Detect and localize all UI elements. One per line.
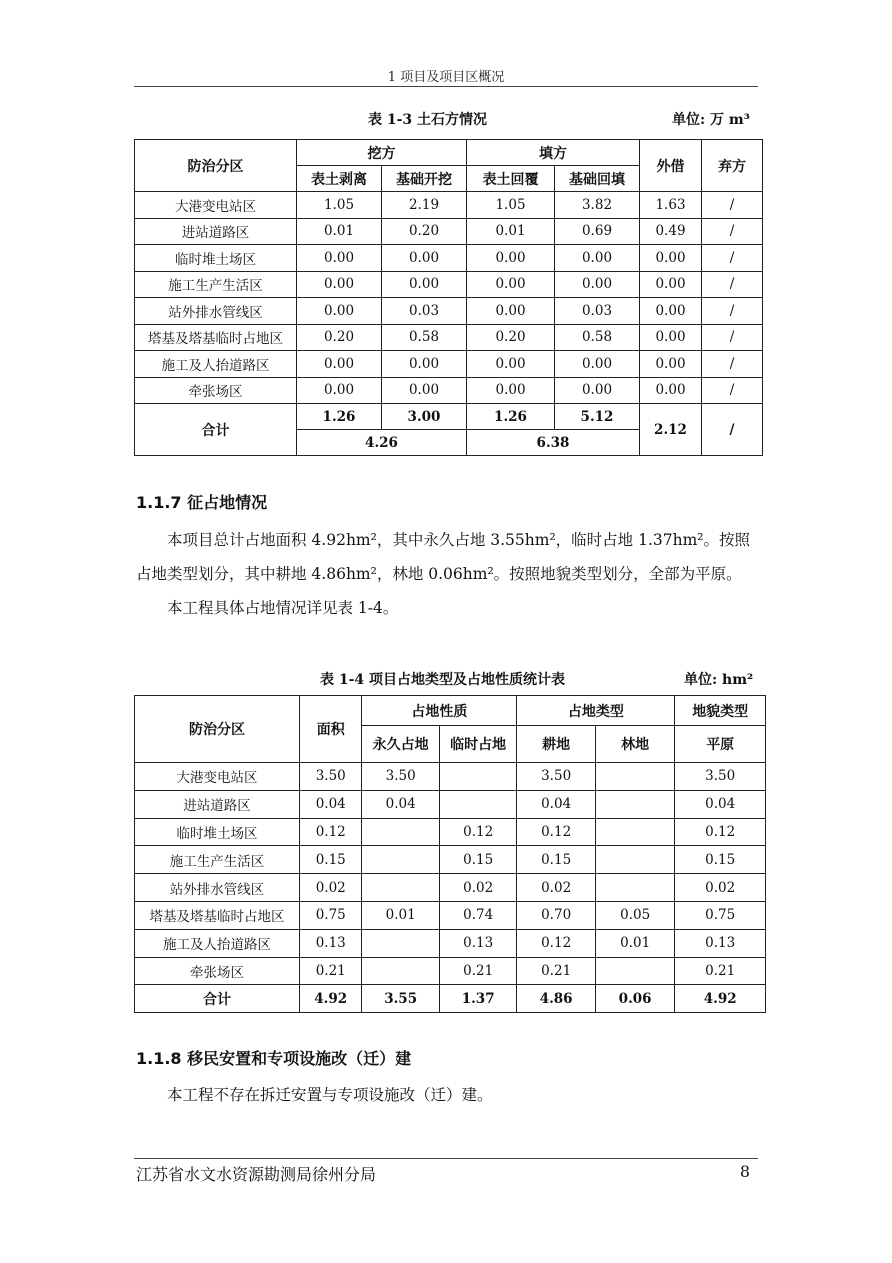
cell: 施工及人抬道路区: [135, 351, 297, 378]
cell: 施工及人抬道路区: [135, 929, 300, 957]
cell: 0.00: [640, 298, 702, 325]
cell: 0.04: [362, 790, 439, 818]
section-1-1-7-body: [136, 523, 760, 625]
cell: 0.49: [640, 218, 702, 245]
section-1-1-8-body: [136, 1078, 760, 1112]
cell: 大港变电站区: [135, 192, 297, 219]
cell: 4.86: [517, 985, 595, 1013]
cell: [595, 818, 675, 846]
cell: 0.00: [467, 351, 555, 378]
cell: 0.21: [517, 957, 595, 985]
table-row: [135, 218, 763, 245]
cell: 0.15: [300, 846, 362, 874]
header-topsoil-stripping: 表土剥离: [297, 166, 382, 192]
cell: 0.01: [595, 929, 675, 957]
cell: /: [702, 245, 763, 272]
cell: 0.00: [382, 377, 467, 404]
cell: 4.92: [675, 985, 766, 1013]
footer-organization: 江苏省水文水资源勘测局徐州分局: [136, 1165, 377, 1184]
table-1-3-unit: 单位: 万 m³: [672, 112, 750, 128]
cell: 0.21: [675, 957, 766, 985]
cell: 0.00: [640, 245, 702, 272]
header-forest: 林地: [595, 726, 675, 763]
table-row: [135, 763, 766, 791]
cell: [439, 790, 516, 818]
cell: 0.00: [467, 377, 555, 404]
header-foundation-backfill: 基础回填: [555, 166, 640, 192]
cell: 0.00: [297, 377, 382, 404]
cell: 塔基及塔基临时占地区: [135, 324, 297, 351]
cell: 进站道路区: [135, 790, 300, 818]
cell: 0.00: [297, 351, 382, 378]
cell: /: [702, 192, 763, 219]
cell: 0.00: [555, 245, 640, 272]
cell: /: [702, 404, 763, 456]
cell: /: [702, 324, 763, 351]
cell: 0.69: [555, 218, 640, 245]
cell: 0.00: [297, 245, 382, 272]
header-foundation-excavation: 基础开挖: [382, 166, 467, 192]
cell: 0.13: [675, 929, 766, 957]
cell: 0.74: [439, 901, 516, 929]
table-1-4-caption: 表 1-4 项目占地类型及占地性质统计表: [320, 672, 566, 688]
cell: /: [702, 218, 763, 245]
header-rule: [134, 86, 758, 87]
cell: [595, 790, 675, 818]
header-permanent: 永久占地: [362, 726, 439, 763]
table-row: [135, 377, 763, 404]
cell: 0.03: [382, 298, 467, 325]
cell: 0.04: [675, 790, 766, 818]
cell: 0.00: [382, 245, 467, 272]
cell: 0.00: [467, 245, 555, 272]
cell: 0.05: [595, 901, 675, 929]
cell: 0.13: [439, 929, 516, 957]
header-landform: 地貌类型: [675, 696, 766, 726]
cell: 0.75: [300, 901, 362, 929]
cell: 0.02: [675, 874, 766, 902]
cell: 2.12: [640, 404, 702, 456]
table-row: [135, 901, 766, 929]
cell: [439, 763, 516, 791]
cell: 1.05: [467, 192, 555, 219]
table-row: [135, 790, 766, 818]
section-1-1-7-title: 1.1.7 征占地情况: [136, 493, 268, 512]
total-row: [135, 985, 766, 1013]
cell: 0.01: [467, 218, 555, 245]
excavation-sum: 4.26: [297, 430, 467, 456]
cell: 牵张场区: [135, 377, 297, 404]
footer-rule: [134, 1158, 758, 1159]
cell: 0.12: [675, 818, 766, 846]
cell: 0.00: [555, 377, 640, 404]
running-header: 1 项目及项目区概况: [387, 70, 505, 85]
cell: 0.00: [382, 271, 467, 298]
cell: 0.70: [517, 901, 595, 929]
cell: 0.02: [517, 874, 595, 902]
cell: 0.01: [362, 901, 439, 929]
table-row: [135, 271, 763, 298]
cell: 0.12: [517, 818, 595, 846]
cell: 2.19: [382, 192, 467, 219]
table-row: [135, 874, 766, 902]
table-row: [135, 929, 766, 957]
cell: 0.04: [300, 790, 362, 818]
page-number: 8: [739, 1162, 750, 1181]
cell: 0.00: [640, 324, 702, 351]
cell: [595, 763, 675, 791]
table-row: [135, 846, 766, 874]
table-row: [135, 245, 763, 272]
cell: 0.12: [300, 818, 362, 846]
header-excavation: 挖方: [297, 140, 467, 166]
header-farmland: 耕地: [517, 726, 595, 763]
cell: 0.00: [297, 298, 382, 325]
table-1-4-unit: 单位: hm²: [684, 672, 754, 688]
cell: [362, 846, 439, 874]
cell: 牵张场区: [135, 957, 300, 985]
cell: 站外排水管线区: [135, 298, 297, 325]
table-row: [135, 351, 763, 378]
cell: 1.26: [297, 404, 382, 430]
cell: 0.12: [439, 818, 516, 846]
cell: 塔基及塔基临时占地区: [135, 901, 300, 929]
total-label: 合计: [135, 985, 300, 1013]
cell: 大港变电站区: [135, 763, 300, 791]
cell: 站外排水管线区: [135, 874, 300, 902]
table-row: [135, 324, 763, 351]
cell: [595, 846, 675, 874]
cell: 3.55: [362, 985, 439, 1013]
header-zone: 防治分区: [135, 140, 297, 192]
cell: 施工生产生活区: [135, 271, 297, 298]
cell: 3.50: [517, 763, 595, 791]
cell: 4.92: [300, 985, 362, 1013]
cell: 0.00: [555, 351, 640, 378]
cell: [362, 929, 439, 957]
cell: 0.00: [640, 351, 702, 378]
land-use-table: [134, 695, 766, 1013]
cell: 0.13: [300, 929, 362, 957]
cell: 0.20: [297, 324, 382, 351]
cell: 0.00: [555, 271, 640, 298]
table-row: [135, 192, 763, 219]
cell: 0.21: [300, 957, 362, 985]
paragraph: 本工程不存在拆迁安置与专项设施改（迁）建。: [167, 1086, 493, 1104]
header-topsoil-backcover: 表土回覆: [467, 166, 555, 192]
header-occupation-nature: 占地性质: [362, 696, 517, 726]
total-row: [135, 404, 763, 430]
cell: 0.01: [297, 218, 382, 245]
fill-sum: 6.38: [467, 430, 640, 456]
cell: /: [702, 351, 763, 378]
cell: 0.58: [555, 324, 640, 351]
cell: 1.37: [439, 985, 516, 1013]
cell: /: [702, 298, 763, 325]
cell: 3.50: [300, 763, 362, 791]
cell: 0.03: [555, 298, 640, 325]
header-spoil: 弃方: [702, 140, 763, 192]
cell: 3.82: [555, 192, 640, 219]
cell: 0.15: [517, 846, 595, 874]
cell: 1.63: [640, 192, 702, 219]
cell: 0.00: [640, 377, 702, 404]
cell: 1.26: [467, 404, 555, 430]
table-row: [135, 298, 763, 325]
cell: /: [702, 271, 763, 298]
cell: 0.75: [675, 901, 766, 929]
cell: 临时堆土场区: [135, 245, 297, 272]
section-1-1-8-title: 1.1.8 移民安置和专项设施改（迁）建: [136, 1049, 412, 1068]
earthwork-table: [134, 139, 763, 456]
header-borrow: 外借: [640, 140, 702, 192]
cell: 5.12: [555, 404, 640, 430]
header-land-type: 占地类型: [517, 696, 675, 726]
cell: [595, 874, 675, 902]
cell: [595, 957, 675, 985]
cell: 0.00: [467, 298, 555, 325]
cell: 进站道路区: [135, 218, 297, 245]
cell: 0.02: [439, 874, 516, 902]
table-row: [135, 818, 766, 846]
header-plain: 平原: [675, 726, 766, 763]
paragraph: 本项目总计占地面积 4.92hm²，其中永久占地 3.55hm²，临时占地 1.37hm²。按照占地类型划分，其中耕地 4.86hm²，林地 0.06hm²。按照地貌类型划分，全部为平原。: [136, 531, 751, 583]
cell: 0.00: [640, 271, 702, 298]
cell: 1.05: [297, 192, 382, 219]
cell: 3.00: [382, 404, 467, 430]
cell: 0.00: [467, 271, 555, 298]
cell: 0.06: [595, 985, 675, 1013]
cell: 0.00: [297, 271, 382, 298]
cell: 0.12: [517, 929, 595, 957]
cell: [362, 957, 439, 985]
header-area: 面积: [300, 696, 362, 763]
cell: 0.00: [382, 351, 467, 378]
header-temporary: 临时占地: [439, 726, 516, 763]
table-1-3-caption: 表 1-3 土石方情况: [368, 112, 488, 128]
paragraph: 本工程具体占地情况详见表 1-4。: [167, 599, 399, 617]
cell: [362, 818, 439, 846]
cell: 0.20: [467, 324, 555, 351]
cell: 3.50: [675, 763, 766, 791]
cell: 0.02: [300, 874, 362, 902]
cell: 施工生产生活区: [135, 846, 300, 874]
cell: /: [702, 377, 763, 404]
cell: 0.15: [675, 846, 766, 874]
cell: 3.50: [362, 763, 439, 791]
header-fill: 填方: [467, 140, 640, 166]
header-zone: 防治分区: [135, 696, 300, 763]
cell: [362, 874, 439, 902]
cell: 0.20: [382, 218, 467, 245]
cell: 0.21: [439, 957, 516, 985]
cell: 0.15: [439, 846, 516, 874]
total-label: 合计: [135, 404, 297, 456]
cell: 0.58: [382, 324, 467, 351]
table-row: [135, 957, 766, 985]
cell: 临时堆土场区: [135, 818, 300, 846]
cell: 0.04: [517, 790, 595, 818]
